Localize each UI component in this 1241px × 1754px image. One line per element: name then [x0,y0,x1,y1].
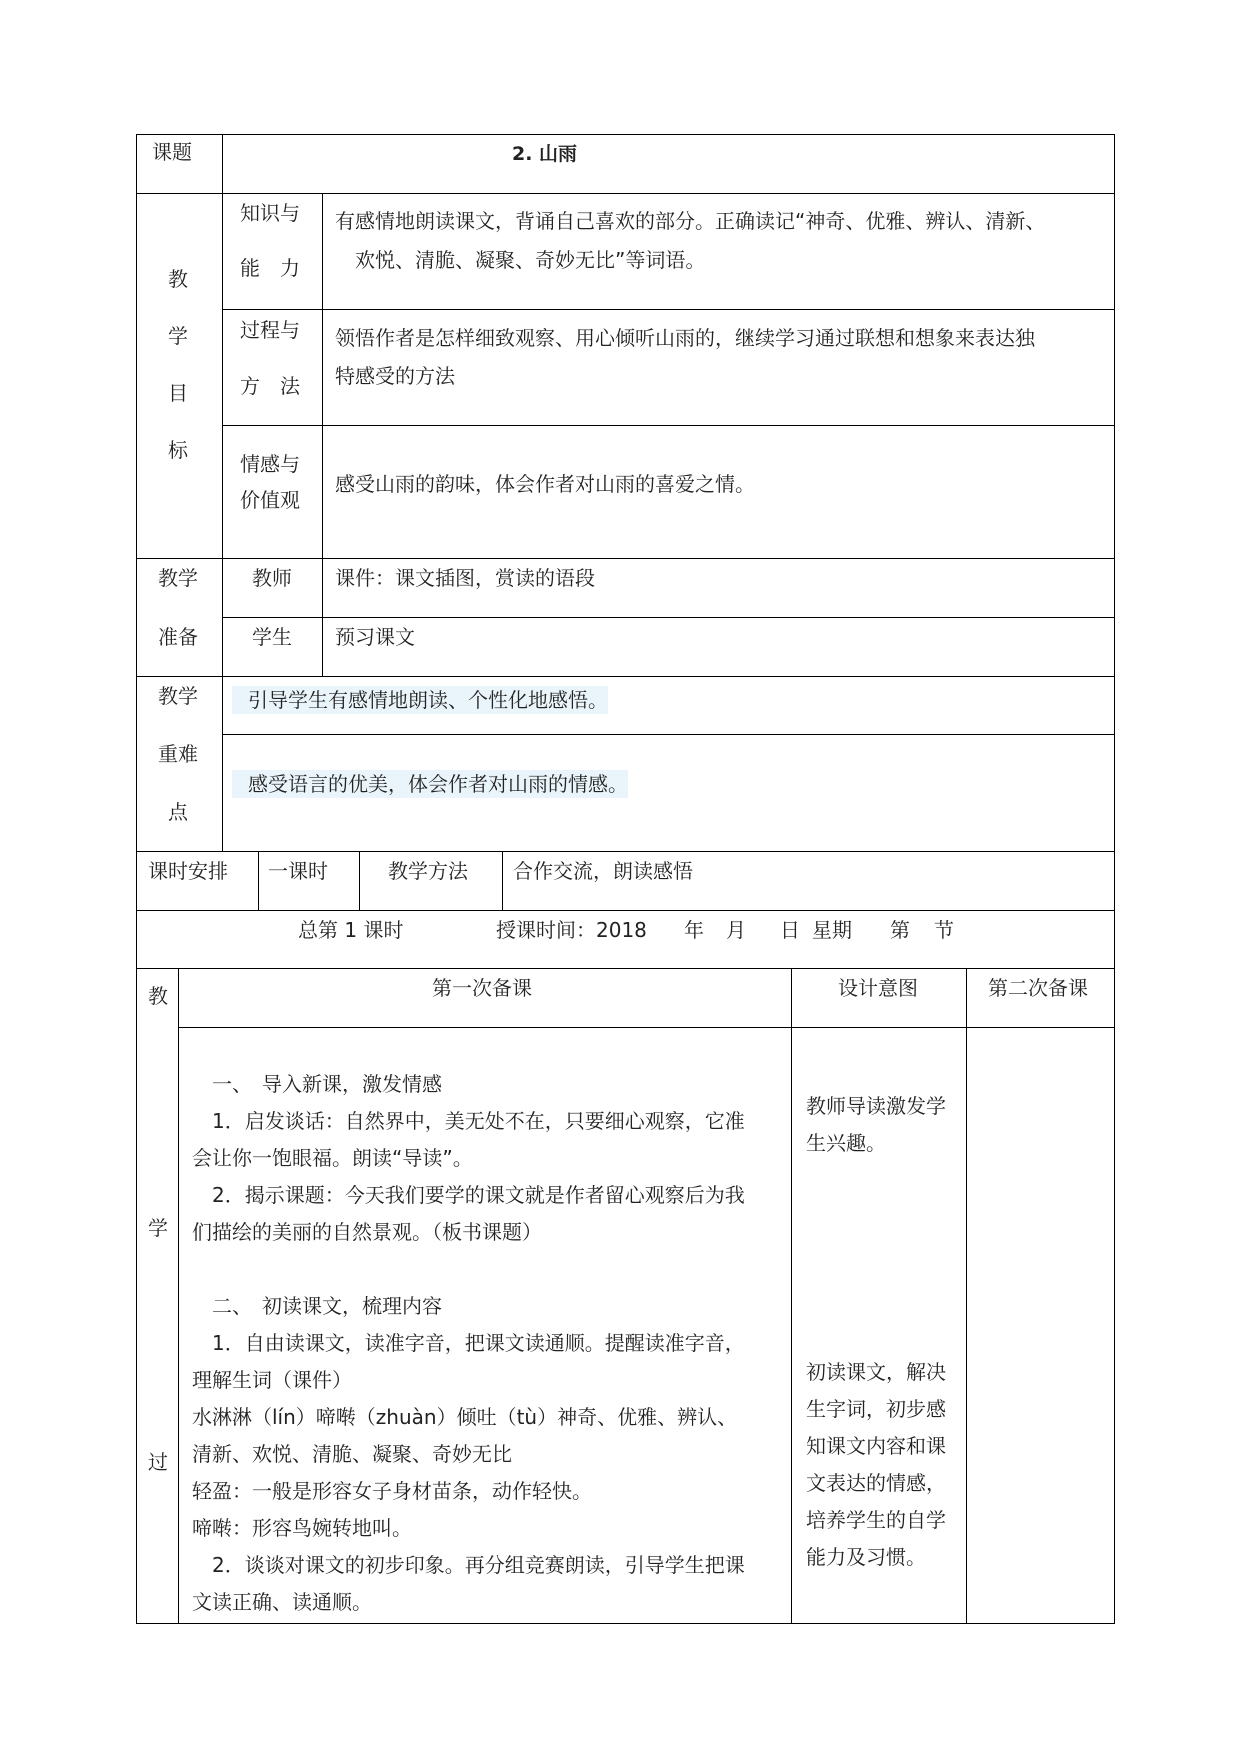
session-month: 月 [726,918,746,942]
objective-emotion-label: 情感与 [240,452,300,476]
session-day: 日 [780,918,800,942]
grid-line [222,309,1115,310]
objective-process-content: 特感受的方法 [335,364,455,388]
intent-line: 知课文内容和课 [806,1434,946,1458]
grid-line [136,558,1115,559]
grid-line [222,134,223,851]
grid-line [258,851,259,910]
process-side-char: 学 [148,1216,168,1240]
session-time: 授课时间：2018 [496,918,647,942]
lesson-line: 水淋淋（lín）啼啭（zhuàn）倾吐（tù）神奇、优雅、辨认、 [192,1405,738,1429]
objective-emotion-content: 感受山雨的韵味，体会作者对山雨的喜爱之情。 [335,472,755,496]
lesson-line: 二、 初读课文，梳理内容 [212,1294,442,1318]
grid-line [136,1623,1115,1624]
intent-line: 初读课文，解决 [806,1360,946,1384]
preparation-label: 准备 [158,625,198,649]
lesson-line: 们描绘的美丽的自然景观。（板书课题） [192,1220,542,1244]
hours-label: 课时安排 [148,859,228,883]
student-content: 预习课文 [335,625,415,649]
difficult-point: 感受语言的优美，体会作者对山雨的情感。 [232,770,628,798]
preparation-label: 教学 [158,566,198,590]
keypoints-label: 重难 [158,742,198,766]
keypoints-label: 点 [168,800,188,824]
lesson-line: 一、 导入新课，激发情感 [212,1072,442,1096]
objectives-label-char: 标 [168,438,188,462]
grid-line [136,676,1115,677]
lesson-line: 会让你一饱眼福。朗读“导读”。 [192,1146,473,1170]
objective-emotion-label: 价值观 [240,488,300,512]
grid-line [136,193,1115,194]
lesson-line: 2．揭示课题：今天我们要学的课文就是作者留心观察后为我 [212,1183,745,1207]
grid-line [222,425,1115,426]
objective-process-label: 过程与 [240,318,300,342]
lesson-line: 1．自由读课文，读准字音，把课文读通顺。提醒读准字音， [212,1331,745,1355]
objectives-label-char: 教 [168,267,188,291]
lesson-line: 轻盈：一般是形容女子身材苗条，动作轻快。 [192,1479,592,1503]
grid-line [136,134,137,1624]
objectives-label-char: 目 [168,381,188,405]
lesson-line: 清新、欢悦、清脆、凝聚、奇妙无比 [192,1442,512,1466]
grid-line [136,851,1115,852]
keypoints-label: 教学 [158,684,198,708]
intent-line: 生兴趣。 [806,1131,886,1155]
method-value: 合作交流，朗读感悟 [513,859,693,883]
process-side-char: 教 [148,984,168,1008]
grid-line [966,968,967,1624]
intent-line: 培养学生的自学 [806,1508,946,1532]
session-period: 节 [934,918,954,942]
lesson-line: 1．启发谈话：自然界中，美无处不在，只要细心观察，它准 [212,1109,745,1133]
lesson-line: 啼啭：形容鸟婉转地叫。 [192,1516,412,1540]
intent-line: 文表达的情感， [806,1471,946,1495]
session-year: 年 [684,918,704,942]
objective-knowledge-content: 有感情地朗读课文，背诵自己喜欢的部分。正确读记“神奇、优雅、辨认、清新、 [335,209,1046,233]
column-header-second: 第二次备课 [988,976,1088,1000]
teacher-content: 课件：课文插图，赏读的语段 [335,566,595,590]
column-header-first: 第一次备课 [432,976,532,1000]
grid-line [222,617,1115,618]
grid-line [791,968,792,1624]
objective-process-label: 方 法 [240,374,300,398]
student-label: 学生 [252,625,292,649]
grid-line [136,968,1115,969]
process-side-char: 过 [148,1450,168,1474]
topic-label: 课题 [152,140,192,164]
key-point: 引导学生有感情地朗读、个性化地感悟。 [232,686,608,714]
objective-knowledge-label: 能 力 [240,256,300,280]
session-period: 第 [890,918,910,942]
session-total: 总第 1 课时 [298,918,404,942]
method-label: 教学方法 [388,859,468,883]
grid-line [178,1027,1115,1028]
objective-knowledge-label: 知识与 [240,201,300,225]
lesson-title: 2. 山雨 [512,143,578,165]
objective-process-content: 领悟作者是怎样细致观察、用心倾听山雨的，继续学习通过联想和想象来表达独 [335,326,1035,350]
teacher-label: 教师 [252,566,292,590]
intent-line: 能力及习惯。 [806,1545,926,1569]
grid-line [136,910,1115,911]
lesson-line: 文读正确、读通顺。 [192,1590,372,1614]
grid-line [1114,134,1115,1624]
lesson-line: 2．谈谈对课文的初步印象。再分组竞赛朗读，引导学生把课 [212,1553,745,1577]
objectives-label-char: 学 [168,324,188,348]
session-weekday: 星期 [812,918,852,942]
intent-line: 教师导读激发学 [806,1094,946,1118]
intent-line: 生字词，初步感 [806,1397,946,1421]
grid-line [502,851,503,910]
lesson-line: 理解生词（课件） [192,1368,352,1392]
grid-line [359,851,360,910]
grid-line [136,134,1115,135]
grid-line [178,968,179,1624]
column-header-intent: 设计意图 [838,976,918,1000]
objective-knowledge-content: 欢悦、清脆、凝聚、奇妙无比”等词语。 [355,248,706,272]
hours-value: 一课时 [268,859,328,883]
grid-line [322,193,323,677]
grid-line [222,734,1115,735]
